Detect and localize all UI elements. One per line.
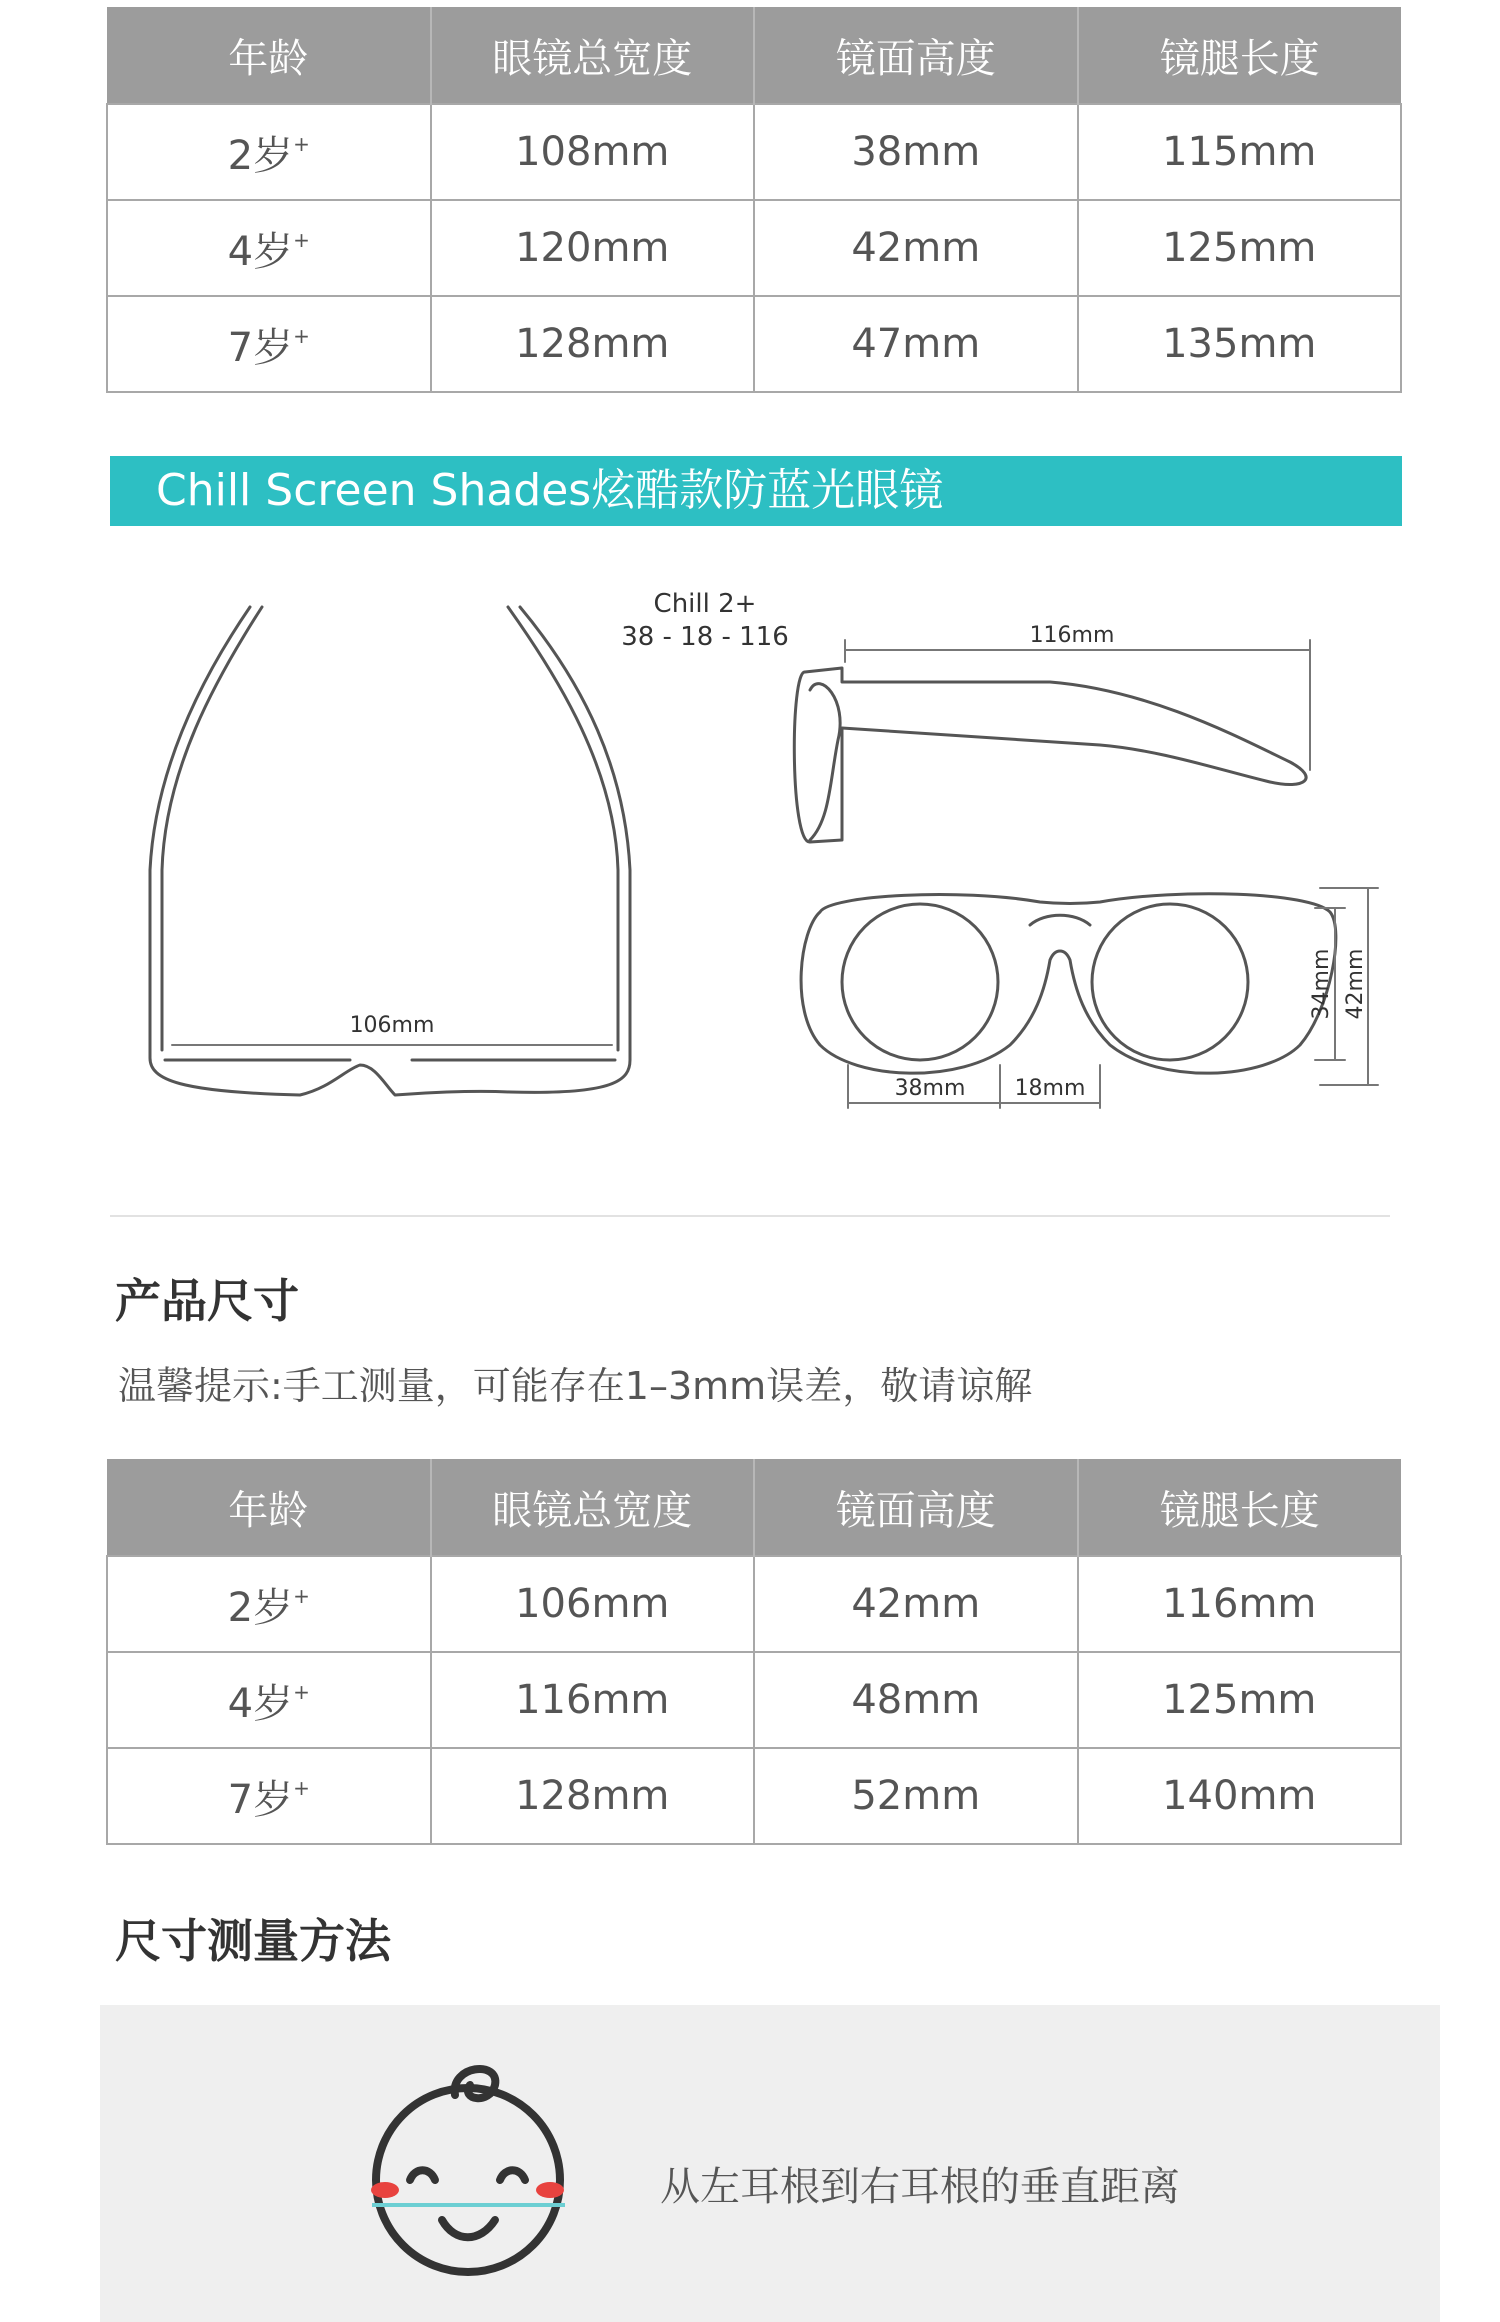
measure-method-title: 尺寸测量方法 [115,1914,391,1968]
table-header-row [107,1459,1401,1556]
lens-height-cell: 47mm [754,296,1078,392]
width-cell: 128mm [431,296,755,392]
table-header-row [107,7,1401,104]
size-table-1 [106,7,1402,393]
table-row [107,1556,1401,1652]
width-cell: 116mm [431,1652,755,1748]
age-cell: 7岁+ [107,1748,431,1844]
measurement-note: 温馨提示:手工测量，可能存在1–3mm误差，敬请谅解 [118,1364,1033,1408]
temple-length-cell: 140mm [1078,1748,1402,1844]
measure-description: 从左耳根到右耳根的垂直距离 [660,2164,1180,2210]
header-age: 年龄 [107,7,431,104]
lens-height-inner-label: 34mm [1309,948,1334,1020]
age-cell: 4岁+ [107,200,431,296]
temple-length-cell: 116mm [1078,1556,1402,1652]
spec-label: 38 - 18 - 116 [621,622,789,652]
width-cell: 106mm [431,1556,755,1652]
lens-height-cell: 42mm [754,1556,1078,1652]
temple-length-cell: 125mm [1078,200,1402,296]
header-temple-length: 镜腿长度 [1078,1459,1402,1556]
temple-length-cell: 125mm [1078,1652,1402,1748]
product-banner: Chill Screen Shades炫酷款防蓝光眼镜 [110,456,1402,526]
age-cell: 2岁+ [107,104,431,200]
lens-height-cell: 52mm [754,1748,1078,1844]
header-lens-height: 镜面高度 [754,1459,1078,1556]
section-divider [110,1215,1390,1217]
header-width: 眼镜总宽度 [431,1459,755,1556]
temple-length-cell: 115mm [1078,104,1402,200]
table-row [107,296,1401,392]
lens-height-cell: 48mm [754,1652,1078,1748]
measure-panel [100,2005,1440,2322]
lens-height-cell: 38mm [754,104,1078,200]
width-cell: 120mm [431,200,755,296]
age-cell: 2岁+ [107,1556,431,1652]
baby-face-icon [350,2055,590,2285]
table-row [107,1748,1401,1844]
size-table-2 [106,1459,1402,1845]
lens-width-label: 38mm [894,1076,966,1101]
glasses-dimension-diagram [0,540,1500,1180]
table-row [107,104,1401,200]
model-label: Chill 2+ [653,589,757,619]
side-view-glasses [794,668,1306,842]
header-width: 眼镜总宽度 [431,7,755,104]
front-view-glasses [801,894,1336,1073]
lens-height-outer-label: 42mm [1343,948,1368,1020]
table-row [107,1652,1401,1748]
product-size-title: 产品尺寸 [115,1274,299,1328]
width-cell: 108mm [431,104,755,200]
bridge-width-label: 18mm [1014,1076,1086,1101]
top-width-label: 106mm [349,1013,435,1038]
temple-length-cell: 135mm [1078,296,1402,392]
header-temple-length: 镜腿长度 [1078,7,1402,104]
header-age: 年龄 [107,1459,431,1556]
table-row [107,200,1401,296]
age-cell: 7岁+ [107,296,431,392]
header-lens-height: 镜面高度 [754,7,1078,104]
width-cell: 128mm [431,1748,755,1844]
age-cell: 4岁+ [107,1652,431,1748]
temple-length-label: 116mm [1029,623,1115,648]
lens-height-cell: 42mm [754,200,1078,296]
